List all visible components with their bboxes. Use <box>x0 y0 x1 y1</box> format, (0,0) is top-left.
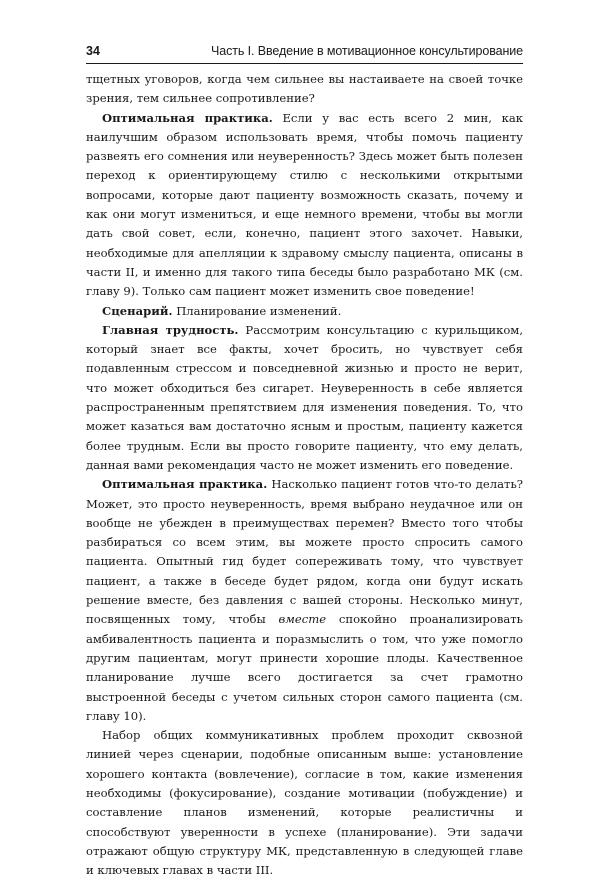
paragraph-text: Планирование изменений. <box>172 303 342 318</box>
paragraph-text: Рассмотрим консультацию с курильщиком, который знает все факты, хочет бросить, но чувствует себя подавленным стрессом и повседневной жизнью и просто не верит, что может обходиться без сигарет. Неуверенность в себе является распространенным препятствием для изменения поведения. То, что может казаться вам достаточно ясным и простым, пациенту кажется более трудным. Если вы просто говорите пациенту, что ему делать, данная вами рекомендация часто не может изменить его поведение. <box>86 322 524 472</box>
paragraph-summary <box>86 726 523 880</box>
header-rule <box>86 63 523 64</box>
paragraph-lead: Сценарий. <box>102 303 173 318</box>
paragraph-text: Если у вас есть всего 2 мин, как наилучшим образом использовать время, чтобы помочь пациенту развеять его сомнения или неуверенность? Здесь может быть полезен переход к ориентирующему стилю с несколькими открытыми вопросами, которые дают пациенту возможность сказать, почему и как они могут измениться, и еще немного времени, чтобы вы могли дать свой совет, если, конечно, пациент этого захочет. Навыки, необходимые для апелляции к здравому смыслу пациента, описаны в части II, и именно для такого типа беседы было разработано МК (см. главу 9). Только сам пациент может изменить свое поведение! <box>86 110 523 299</box>
paragraph-text-after: спокойно проанализировать амбивалентность пациента и поразмыслить о том, что уже помогло другим пациентам, могут принести хорошие плоды. Качественное планирование лучше всего достигается за счет грамотно выстроенной беседы с учетом сильных сторон самого пациента (см. главу 10). <box>86 612 523 723</box>
body-text <box>86 70 523 880</box>
paragraph-continuation <box>86 70 523 109</box>
paragraph-lead: Оптимальная практика. <box>102 110 273 125</box>
paragraph-optimal-practice-2 <box>86 475 523 726</box>
paragraph-optimal-practice-1 <box>86 109 523 302</box>
paragraph-emphasis: вместе <box>278 612 327 627</box>
paragraph-text: Набор общих коммуникативных проблем проходит сквозной линией через сценарии, подобные описанным выше: установление хорошего контакта (вовлечение), согласие в том, какие изменения необходимы (фокусирование), создание мотивации (побуждение) и составление планов изменений, которые реалистичны и способствуют уверенности в успехе (планирование). Эти задачи отражают общую структуру МК, представленную в следующей главе и ключевых главах в части III. <box>86 728 523 878</box>
paragraph-main-difficulty <box>86 321 523 475</box>
page-number: 34 <box>86 44 100 58</box>
paragraph-text: Насколько пациент готов что-то делать? Может, это просто неуверенность, время выбрано неудачное или он вообще не убежден в преимуществах перемен? Вместо того чтобы разбираться со всем этим, вы можете просто спросить самого пациента. Опытный гид будет сопереживать тому, что чувствует пациент, а также в беседе будет рядом, когда они будут искать решение вместе, без давления с вашей стороны. Несколько минут, посвященных тому, чтобы <box>86 477 523 627</box>
page-header <box>86 44 523 60</box>
paragraph-text: тщетных уговоров, когда чем сильнее вы настаиваете на своей точке зрения, тем сильнее сопротивление? <box>86 72 523 106</box>
paragraph-lead: Оптимальная практика. <box>102 477 268 492</box>
paragraph-lead: Главная трудность. <box>102 322 239 337</box>
paragraph-scenario <box>86 302 523 321</box>
running-head: Часть I. Введение в мотивационное консультирование <box>211 44 523 58</box>
